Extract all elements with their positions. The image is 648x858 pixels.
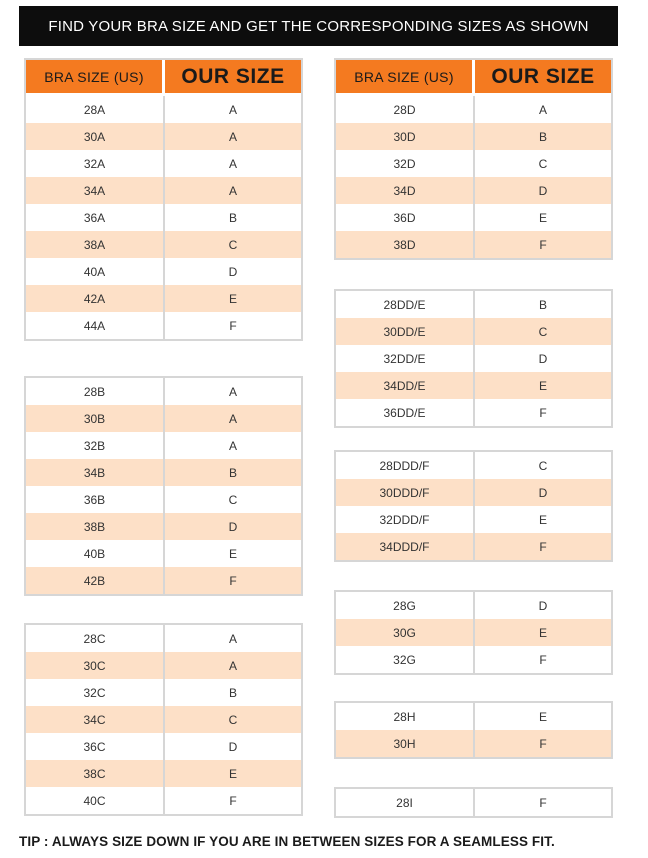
bra-size-cell: 38C: [26, 760, 165, 787]
bra-size-cell: 30C: [26, 652, 165, 679]
our-size-cell: F: [539, 736, 547, 751]
our-size-cell: E: [538, 512, 547, 527]
our-size-cell: F: [539, 539, 547, 554]
header-bra-size: BRA SIZE (US): [26, 60, 165, 93]
bra-size-cell: 32D: [336, 150, 475, 177]
size-table-dd: [334, 289, 613, 428]
our-size-cell: B: [538, 129, 547, 144]
our-size-cell: D: [228, 264, 238, 279]
bra-size-cell: 30H: [336, 730, 475, 757]
bra-size-cell: 28I: [336, 789, 475, 816]
our-size-cell: E: [538, 709, 547, 724]
bra-size-cell: 34DD/E: [336, 372, 475, 399]
table-row: [26, 405, 301, 432]
table-row: [336, 399, 611, 426]
bra-size-cell: 40C: [26, 787, 165, 814]
size-table-g: [334, 590, 613, 675]
size-table-a: [24, 58, 303, 341]
size-tip: TIP : ALWAYS SIZE DOWN IF YOU ARE IN BETWEEN SIZES FOR A SEAMLESS FIT.: [19, 834, 555, 849]
our-size-cell: F: [229, 318, 237, 333]
our-size-cell: D: [228, 739, 238, 754]
our-size-cell: C: [538, 324, 548, 339]
our-size-cell: F: [539, 237, 547, 252]
table-row: [336, 533, 611, 560]
table-row: [26, 513, 301, 540]
table-row: [336, 372, 611, 399]
our-size-cell: F: [539, 405, 547, 420]
our-size-cell: A: [228, 129, 237, 144]
table-row: [26, 652, 301, 679]
our-size-cell: A: [228, 411, 237, 426]
header-our-size: OUR SIZE: [491, 64, 595, 88]
bra-size-cell: 34D: [336, 177, 475, 204]
table-row: [336, 730, 611, 757]
bra-size-cell: 28DDD/F: [336, 452, 475, 479]
bra-size-cell: 34A: [26, 177, 165, 204]
our-size-cell: F: [229, 573, 237, 588]
table-row: [26, 378, 301, 405]
table-row: [26, 204, 301, 231]
our-size-cell: D: [538, 598, 548, 613]
bra-size-cell: 28G: [336, 592, 475, 619]
table-row: [336, 291, 611, 318]
bra-size-cell: 28B: [26, 378, 165, 405]
bra-size-cell: 28DD/E: [336, 291, 475, 318]
table-row: [26, 706, 301, 733]
table-row: [26, 540, 301, 567]
table-row: [336, 123, 611, 150]
bra-size-cell: 42A: [26, 285, 165, 312]
size-table-c: [24, 623, 303, 816]
our-size-cell: B: [538, 297, 547, 312]
bra-size-cell: 30D: [336, 123, 475, 150]
our-size-cell: B: [228, 210, 237, 225]
table-row: [26, 177, 301, 204]
our-size-cell: C: [538, 458, 548, 473]
bra-size-cell: 30DD/E: [336, 318, 475, 345]
table-row: [336, 703, 611, 730]
table-row: [336, 204, 611, 231]
bra-size-cell: 38A: [26, 231, 165, 258]
table-row: [336, 318, 611, 345]
size-table-ddd: [334, 450, 613, 562]
our-size-cell: D: [538, 351, 548, 366]
table-row: [336, 646, 611, 673]
our-size-cell: E: [228, 291, 237, 306]
table-header: [26, 60, 301, 96]
table-row: [26, 258, 301, 285]
our-size-cell: A: [228, 658, 237, 673]
table-row: [26, 432, 301, 459]
our-size-cell: C: [538, 156, 548, 171]
table-row: [26, 760, 301, 787]
table-row: [26, 123, 301, 150]
table-row: [26, 231, 301, 258]
table-row: [26, 787, 301, 814]
bra-size-cell: 44A: [26, 312, 165, 339]
bra-size-cell: 34B: [26, 459, 165, 486]
table-row: [26, 679, 301, 706]
our-size-cell: A: [228, 384, 237, 399]
our-size-cell: A: [228, 183, 237, 198]
size-table-i: [334, 787, 613, 818]
size-table-d: [334, 58, 613, 260]
our-size-cell: F: [539, 652, 547, 667]
our-size-cell: E: [538, 625, 547, 640]
bra-size-cell: 32DDD/F: [336, 506, 475, 533]
bra-size-cell: 36B: [26, 486, 165, 513]
our-size-cell: C: [228, 712, 238, 727]
bra-size-cell: 28D: [336, 96, 475, 123]
size-table-b: [24, 376, 303, 596]
our-size-cell: F: [539, 795, 547, 810]
size-table-h: [334, 701, 613, 759]
table-row: [336, 96, 611, 123]
our-size-cell: D: [228, 519, 238, 534]
our-size-cell: D: [538, 485, 548, 500]
bra-size-cell: 32C: [26, 679, 165, 706]
our-size-cell: D: [538, 183, 548, 198]
table-header: [336, 60, 611, 96]
our-size-cell: E: [538, 210, 547, 225]
bra-size-cell: 38D: [336, 231, 475, 258]
bra-size-cell: 36A: [26, 204, 165, 231]
bra-size-cell: 36DD/E: [336, 399, 475, 426]
table-row: [336, 479, 611, 506]
table-row: [336, 345, 611, 372]
header-bra-size: BRA SIZE (US): [336, 60, 475, 93]
bra-size-cell: 40A: [26, 258, 165, 285]
bra-size-cell: 30G: [336, 619, 475, 646]
bra-size-cell: 28H: [336, 703, 475, 730]
table-row: [336, 150, 611, 177]
table-row: [26, 733, 301, 760]
bra-size-cell: 28C: [26, 625, 165, 652]
table-row: [336, 789, 611, 816]
bra-size-cell: 42B: [26, 567, 165, 594]
table-row: [26, 96, 301, 123]
our-size-cell: C: [228, 237, 238, 252]
table-row: [26, 567, 301, 594]
our-size-cell: A: [228, 438, 237, 453]
bra-size-cell: 30A: [26, 123, 165, 150]
our-size-cell: A: [228, 102, 237, 117]
bra-size-cell: 32B: [26, 432, 165, 459]
table-row: [336, 231, 611, 258]
bra-size-cell: 32G: [336, 646, 475, 673]
our-size-cell: A: [228, 156, 237, 171]
our-size-cell: E: [228, 546, 237, 561]
our-size-cell: B: [228, 685, 237, 700]
our-size-cell: B: [228, 465, 237, 480]
bra-size-cell: 38B: [26, 513, 165, 540]
bra-size-cell: 32A: [26, 150, 165, 177]
table-row: [26, 486, 301, 513]
bra-size-cell: 34C: [26, 706, 165, 733]
bra-size-cell: 36D: [336, 204, 475, 231]
our-size-cell: F: [229, 793, 237, 808]
our-size-cell: A: [228, 631, 237, 646]
bra-size-cell: 32DD/E: [336, 345, 475, 372]
our-size-cell: A: [538, 102, 547, 117]
table-row: [336, 619, 611, 646]
bra-size-cell: 28A: [26, 96, 165, 123]
table-row: [26, 625, 301, 652]
bra-size-cell: 40B: [26, 540, 165, 567]
table-row: [336, 592, 611, 619]
page-banner: FIND YOUR BRA SIZE AND GET THE CORRESPONDING SIZES AS SHOWN: [19, 6, 618, 46]
table-row: [26, 459, 301, 486]
header-our-size: OUR SIZE: [181, 64, 285, 88]
bra-size-cell: 36C: [26, 733, 165, 760]
table-row: [26, 285, 301, 312]
our-size-cell: E: [228, 766, 237, 781]
our-size-cell: E: [538, 378, 547, 393]
bra-size-cell: 34DDD/F: [336, 533, 475, 560]
table-row: [336, 452, 611, 479]
table-row: [336, 177, 611, 204]
table-row: [26, 312, 301, 339]
table-row: [26, 150, 301, 177]
table-row: [336, 506, 611, 533]
our-size-cell: C: [228, 492, 238, 507]
bra-size-cell: 30B: [26, 405, 165, 432]
bra-size-cell: 30DDD/F: [336, 479, 475, 506]
